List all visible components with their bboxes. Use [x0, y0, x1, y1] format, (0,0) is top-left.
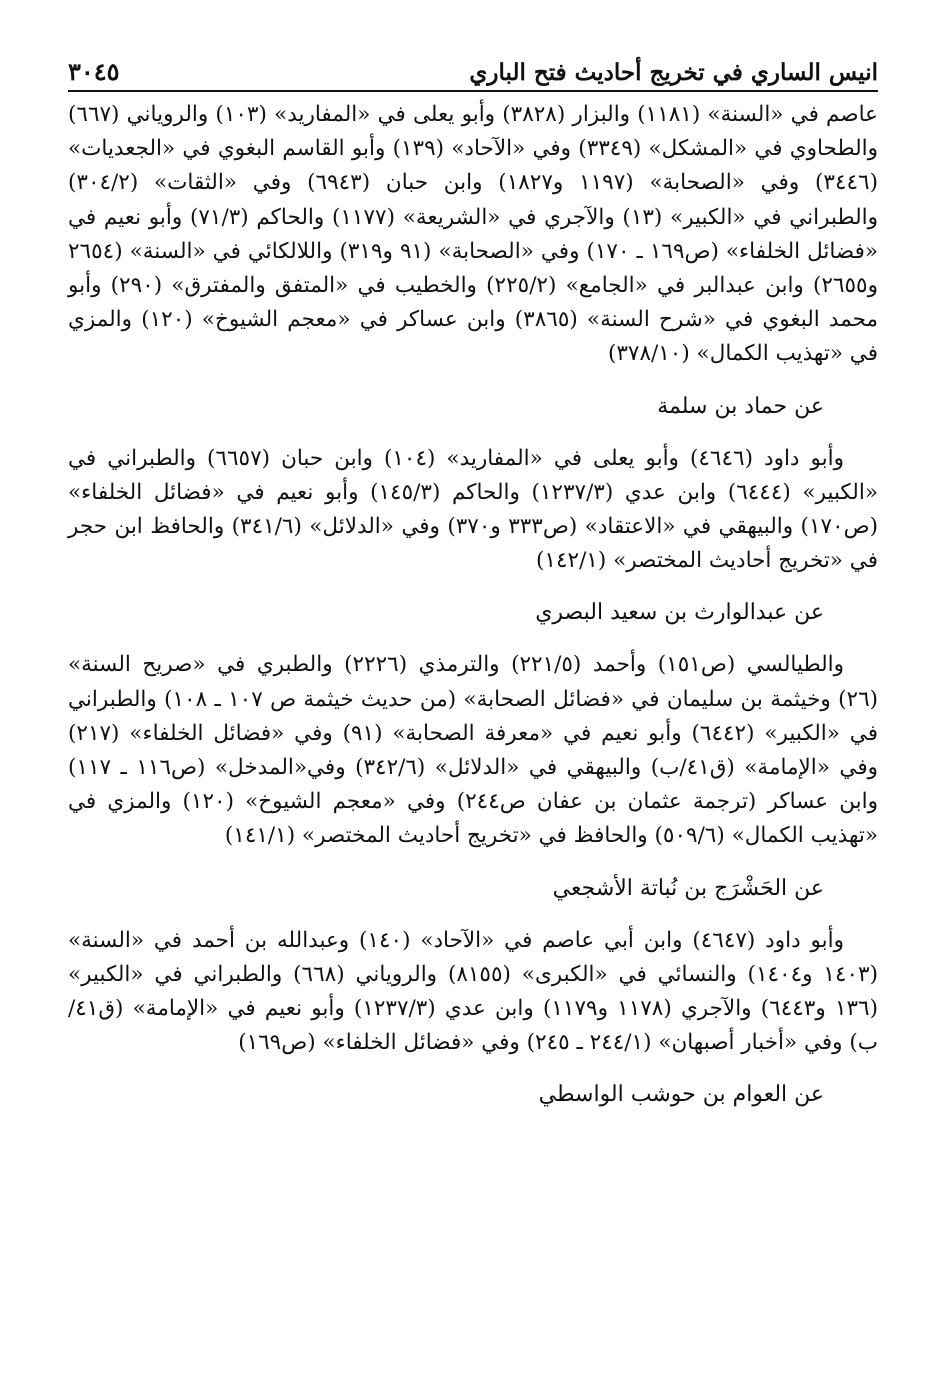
narrator-heading-2: عن عبدالوارث بن سعيد البصري: [535, 600, 824, 626]
paragraph-1: عاصم في «السنة» (١١٨١) والبزار (٣٨٢٨) وأبو يعلى في «المفاريد» (١٠٣) والروياني (٦٦٧) والطحاوي في «المشكل» (٣٣٤٩) وفي «الآحاد» (١٣٩) وأبو القاسم البغوي في «الجعديات» (٣٤٤٦) وفي «الصحابة» (١١٩٧ و١٨٢٧) وابن حبان (٦٩٤٣) وفي «الثقات» (٣٠٤/٢) والطبراني في «الكبير» (١٣) والآجري في «الشريعة» (١١٧٧) والحاكم (٧١/٣) وأبو نعيم في «فضائل الخلفاء» (ص١٦٩ ـ ١٧٠) وفي «الصحابة» (٩١ و٣١٩) واللالكائي في «السنة» (٢٦٥٤ و٢٦٥٥) وابن عبدالبر في «الجامع» (٢٢٥/٢) والخطيب في «المتفق والمفترق» (٢٩٠) وأبو محمد البغوي في «شرح السنة» (٣٨٦٥) وابن عساكر في «معجم الشيوخ» (١٢٠) والمزي في «تهذيب الكمال» (٣٧٨/١٠): [68, 102, 879, 367]
paragraph-3: والطيالسي (ص١٥١) وأحمد (٢٢١/٥) والترمذي (٢٢٢٦) والطبري في «صريح السنة» (٢٦) وخيثمة بن سليمان في «فضائل الصحابة» (من حديث خيثمة ص ١٠٧ ـ ١٠٨) والطبراني في «الكبير» (٦٤٤٢) وأبو نعيم في «معرفة الصحابة» (٩١) وفي «فضائل الخلفاء» (٢١٧) وفي «الإمامة» (ق٤١/ب) والبيهقي في «الدلائل» (٣٤٢/٦) وفي«المدخل» (ص١١٦ ـ ١١٧) وابن عساكر (ترجمة عثمان بن عفان ص٢٤٤) وفي «معجم الشيوخ» (١٢٠) والمزي في «تهذيب الكمال» (٥٠٩/٦) والحافظ في «تخريج أحاديث المختصر» (١٤١/١): [68, 652, 879, 849]
book-title: انيس الساري في تخريج أحاديث فتح الباري: [469, 59, 878, 86]
narrator-heading-4: عن العوام بن حوشب الواسطي: [538, 1082, 824, 1108]
paragraph-2: وأبو داود (٤٦٤٦) وأبو يعلى في «المفاريد» (١٠٤) وابن حبان (٦٦٥٧) والطبراني في «الكبير» (٦٤٤٤) وابن عدي (١٢٣٧/٣) والحاكم (١٤٥/٣) وأبو نعيم في «فضائل الخلفاء» (ص١٧٠) والبيهقي في «الاعتقاد» (ص٣٣٣ و٣٧٠) وفي «الدلائل» (٣٤١/٦) والحافظ ابن حجر في «تخريج أحاديث المختصر» (١٤٢/١): [68, 445, 878, 574]
narrator-heading-3: عن الحَشْرَج بن نُباتة الأشجعي: [552, 875, 824, 901]
page-number: ٣٠٤٥: [68, 57, 120, 86]
page-header: [68, 40, 878, 92]
page-body: [68, 98, 878, 1130]
narrator-heading-1: عن حماد بن سلمة: [657, 393, 824, 419]
paragraph-4: وأبو داود (٤٦٤٧) وابن أبي عاصم في «الآحاد» (١٤٠) وعبدالله بن أحمد في «السنة» (١٤٠٣ و١٤٠٤) والنسائي في «الكبرى» (٨١٥٥) والروياني (٦٦٨) والطبراني في «الكبير» (١٣٦ و٦٤٤٣) والآجري (١١٧٨ و١١٧٩) وابن عدي (١٢٣٧/٣) وأبو نعيم في «الإمامة» (ق٤١/ب) وفي «أخبار أصبهان» (٢٤٤/١ ـ ٢٤٥) وفي «فضائل الخلفاء» (ص١٦٩): [68, 927, 878, 1056]
